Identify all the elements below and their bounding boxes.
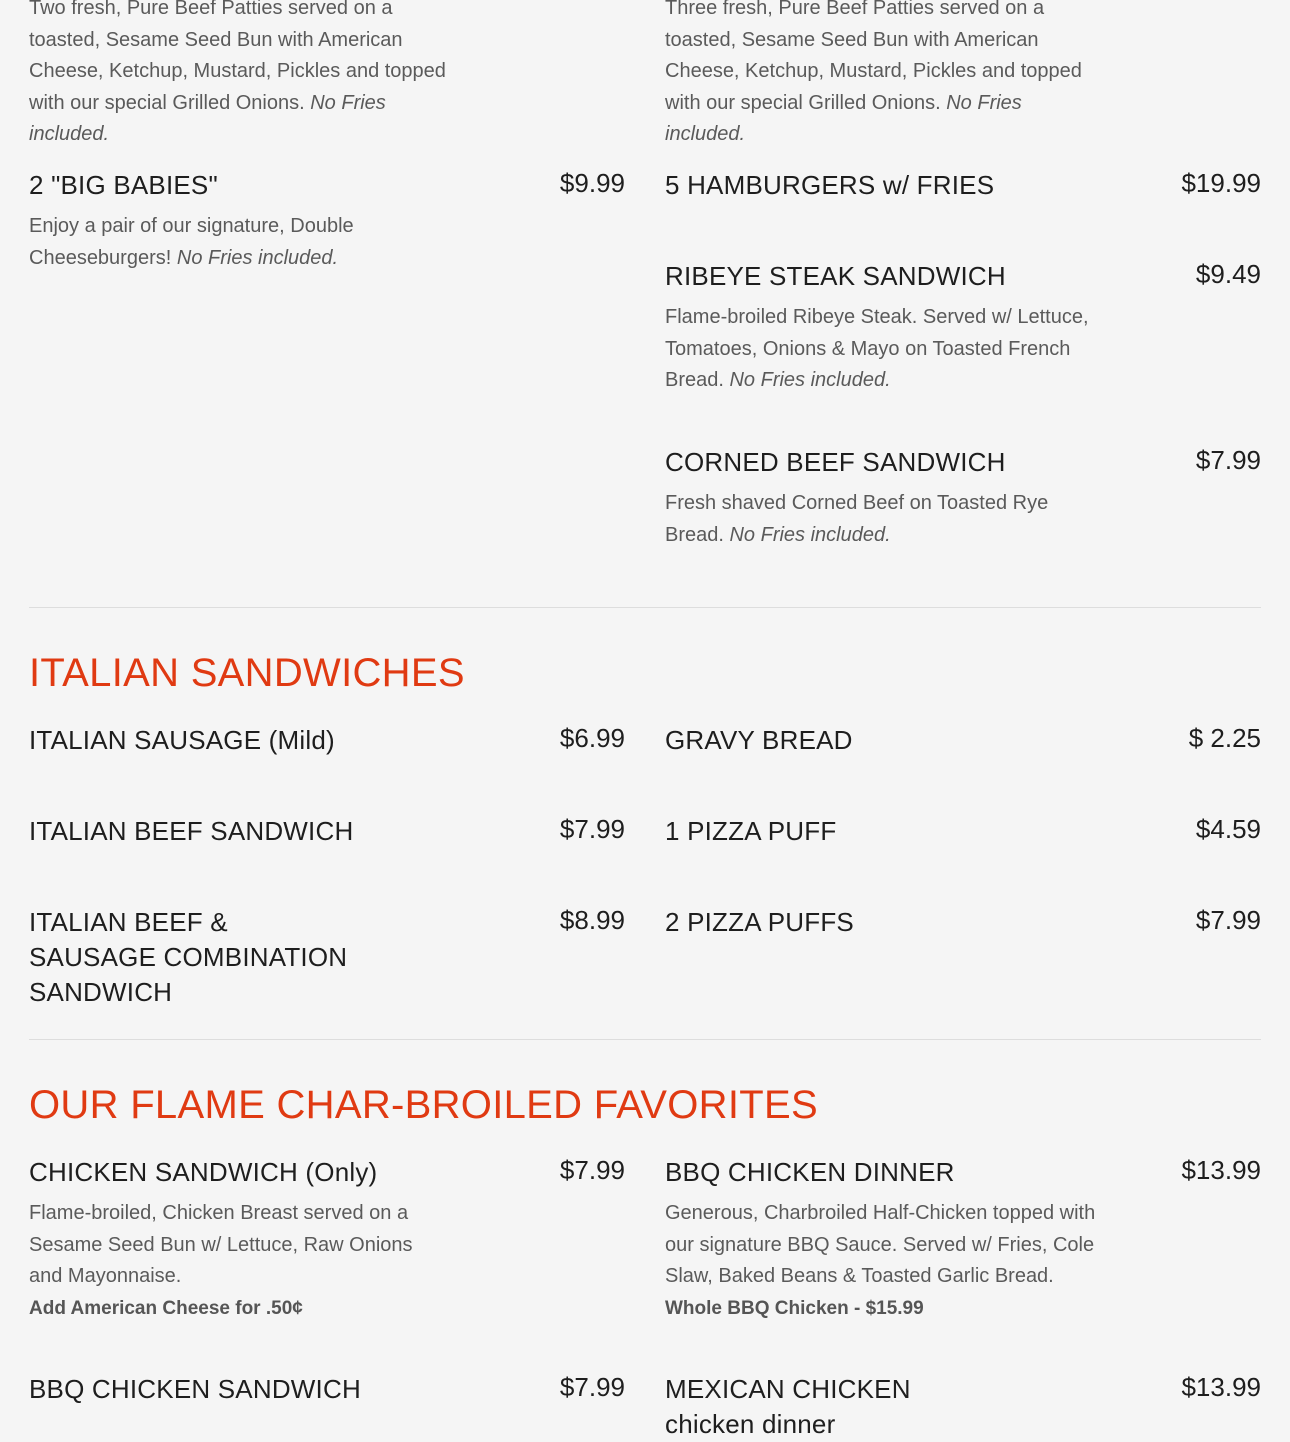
item-price-italian-sausage: $6.99 — [559, 723, 625, 753]
item-name-5-hamburgers: 5 HAMBURGERS w/ FRIES — [665, 170, 995, 200]
chicken-sandwich-description: Flame-broiled, Chicken Breast served on a Sesame Seed Bun w/ Lettuce, Raw Onions and Mayonnaise. — [29, 1202, 413, 1287]
double-cheeseburger-description: Two fresh, Pure Beef Patties served on a toasted, Sesame Seed Bun with American Cheese, Ketchup, Mustard, Pickles and topped with our special Grilled Onions. No Fries included. — [29, 0, 446, 145]
item-name-bbq-chicken-sandwich: BBQ CHICKEN SANDWICH — [29, 1374, 361, 1404]
item-name-ribeye-steak-sandwich: RIBEYE STEAK SANDWICH — [665, 261, 1006, 291]
item-name-italian-beef-sausage-combo: ITALIAN BEEF & SAUSAGE COMBINATION SANDWICH — [29, 907, 348, 1007]
item-name-1-pizza-puff: 1 PIZZA PUFF — [665, 816, 837, 846]
item-price-italian-beef-sausage-combo: $8.99 — [559, 905, 625, 935]
triple-cheeseburger-description: Three fresh, Pure Beef Patties served on a toasted, Sesame Seed Bun with American Cheese, Ketchup, Mustard, Pickles and topped with our special Grilled Onions. No Fries included. — [665, 0, 1082, 145]
item-name-corned-beef-sandwich: CORNED BEEF SANDWICH — [665, 447, 1006, 477]
bbq-chicken-dinner-description: Generous, Charbroiled Half-Chicken topped with our signature BBQ Sauce. Served w/ Fries, Cole Slaw, Baked Beans & Toasted Garlic Bread. — [665, 1202, 1096, 1287]
no-fries-note: No Fries included. — [729, 369, 891, 391]
item-price-gravy-bread: $ 2.25 — [1188, 723, 1261, 753]
corned-beef-description: Fresh shaved Corned Beef on Toasted Rye Bread. No Fries included. — [665, 492, 1049, 546]
ribeye-description: Flame-broiled Ribeye Steak. Served w/ Lettuce, Tomatoes, Onions & Mayo on Toasted French Bread. No Fries included. — [665, 306, 1089, 391]
section-divider — [29, 607, 1261, 608]
no-fries-note: No Fries included. — [29, 91, 386, 145]
section-title-flame-char-broiled: OUR FLAME CHAR-BROILED FAVORITES — [29, 1083, 818, 1127]
item-name-italian-sausage: ITALIAN SAUSAGE (Mild) — [29, 725, 335, 755]
item-price-ribeye-steak-sandwich: $9.49 — [1195, 259, 1261, 289]
item-name-gravy-bread: GRAVY BREAD — [665, 725, 853, 755]
section-title-italian-sandwiches: ITALIAN SANDWICHES — [29, 651, 465, 695]
item-price-big-babies: $9.99 — [559, 168, 625, 198]
item-price-1-pizza-puff: $4.59 — [1195, 814, 1261, 844]
add-cheese-note: Add American Cheese for .50¢ — [29, 1298, 303, 1319]
item-price-5-hamburgers: $19.99 — [1181, 168, 1261, 198]
item-name-2-pizza-puffs: 2 PIZZA PUFFS — [665, 907, 854, 937]
item-price-bbq-chicken-sandwich: $7.99 — [559, 1372, 625, 1402]
whole-bbq-chicken-note: Whole BBQ Chicken - $15.99 — [665, 1298, 924, 1319]
item-name-italian-beef-sandwich: ITALIAN BEEF SANDWICH — [29, 816, 354, 846]
item-name-bbq-chicken-dinner: BBQ CHICKEN DINNER — [665, 1157, 955, 1187]
section-divider — [29, 1039, 1261, 1040]
item-name-big-babies: 2 "BIG BABIES" — [29, 170, 218, 200]
no-fries-note: No Fries included. — [665, 91, 1022, 145]
item-price-bbq-chicken-dinner: $13.99 — [1181, 1155, 1261, 1185]
item-name-chicken-sandwich: CHICKEN SANDWICH (Only) — [29, 1157, 378, 1187]
no-fries-note: No Fries included. — [729, 523, 891, 546]
item-price-mexican-chicken: $13.99 — [1181, 1372, 1261, 1402]
item-price-italian-beef-sandwich: $7.99 — [559, 814, 625, 844]
item-price-corned-beef-sandwich: $7.99 — [1195, 445, 1261, 475]
item-name-mexican-chicken: MEXICAN CHICKEN chicken dinner — [665, 1374, 911, 1439]
big-babies-description: Enjoy a pair of our signature, Double Cheeseburgers! No Fries included. — [29, 215, 354, 269]
no-fries-note: No Fries included. — [176, 246, 339, 269]
item-price-2-pizza-puffs: $7.99 — [1195, 905, 1261, 935]
item-price-chicken-sandwich: $7.99 — [559, 1155, 625, 1185]
